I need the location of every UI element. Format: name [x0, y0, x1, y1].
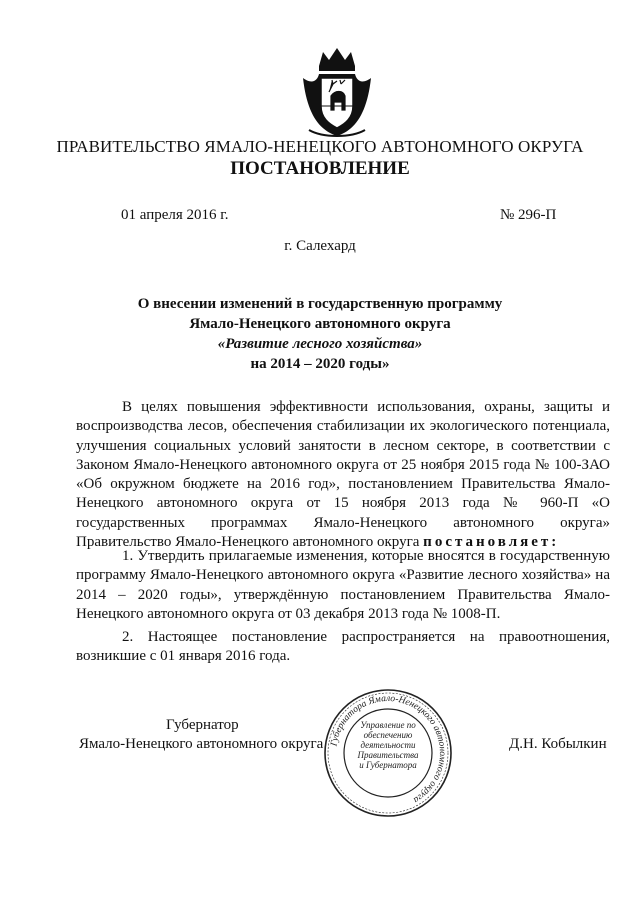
- signatory-role-line-2: Ямало-Ненецкого автономного округа: [79, 736, 324, 752]
- seal-ring-text-path: Губернатора Ямало-Ненецкого автономного округа: [329, 693, 448, 805]
- preamble-paragraph: [76, 398, 610, 552]
- document-date: 01 апреля 2016 г.: [121, 207, 229, 223]
- title-line-3: «Развитие лесного хозяйства»: [217, 336, 423, 352]
- seal-center-line-1: Управление по: [360, 720, 416, 730]
- document-type: ПОСТАНОВЛЕНИЕ: [230, 158, 410, 179]
- title-line-2: Ямало-Ненецкого автономного округа: [189, 316, 451, 332]
- seal-center-line-2: обеспечению: [363, 730, 413, 740]
- item-1-paragraph: 1. Утвердить прилагаемые изменения, которые вносятся в государственную программу Ямало-Ненецкого автономного округа «Развитие лесного хозяйства» на 2014 – 2020 годы», утверждённую постановлением Правительства Ямало-Ненецкого автономного округа от 03 декабря 2013 года № 1008-П.: [76, 548, 610, 622]
- issue-city: г. Салехард: [284, 238, 356, 254]
- title-line-4: на 2014 – 2020 годы»: [250, 356, 390, 372]
- coat-of-arms-icon: [299, 44, 375, 140]
- signatory-role-line-1: Губернатор: [166, 717, 239, 733]
- item-2-paragraph: 2. Настоящее постановление распространяется на правоотношения, возникшие с 01 января 2016 года.: [76, 629, 610, 665]
- document-number: № 296-П: [500, 207, 557, 223]
- government-heading: ПРАВИТЕЛЬСТВО ЯМАЛО-НЕНЕЦКОГО АВТОНОМНОГО ОКРУГА: [56, 137, 584, 156]
- preamble-text: В целях повышения эффективности использования, охраны, защиты и воспроизводства лесов, обеспечения стабилизации их экологического потенциала, улучшения социальных условий занятости в лесном секторе, в соответствии с Законом Ямало-Ненецкого автономного округа от 25 ноября 2015 года № 100-ЗАО «Об окружном бюджете на 2016 год», постановлением Правительства Ямало-Ненецкого автономного округа от 15 ноября 2013 года № 960-П «О государственных программах Ямало-Ненецкого автономного округа» Правительство Ямало-Ненецкого автономного округа: [76, 399, 610, 551]
- document-title: [0, 294, 640, 374]
- seal-center-line-5: и Губернатора: [359, 760, 417, 770]
- signatory-name: Д.Н. Кобылкин: [509, 736, 607, 752]
- title-line-1: О внесении изменений в государственную программу: [137, 296, 503, 312]
- seal-center-line-4: Правительства: [357, 750, 419, 760]
- seal-center-line-3: деятельности: [360, 740, 416, 750]
- seal-center-text: [344, 720, 432, 770]
- resolves-word: постановляет:: [423, 534, 560, 551]
